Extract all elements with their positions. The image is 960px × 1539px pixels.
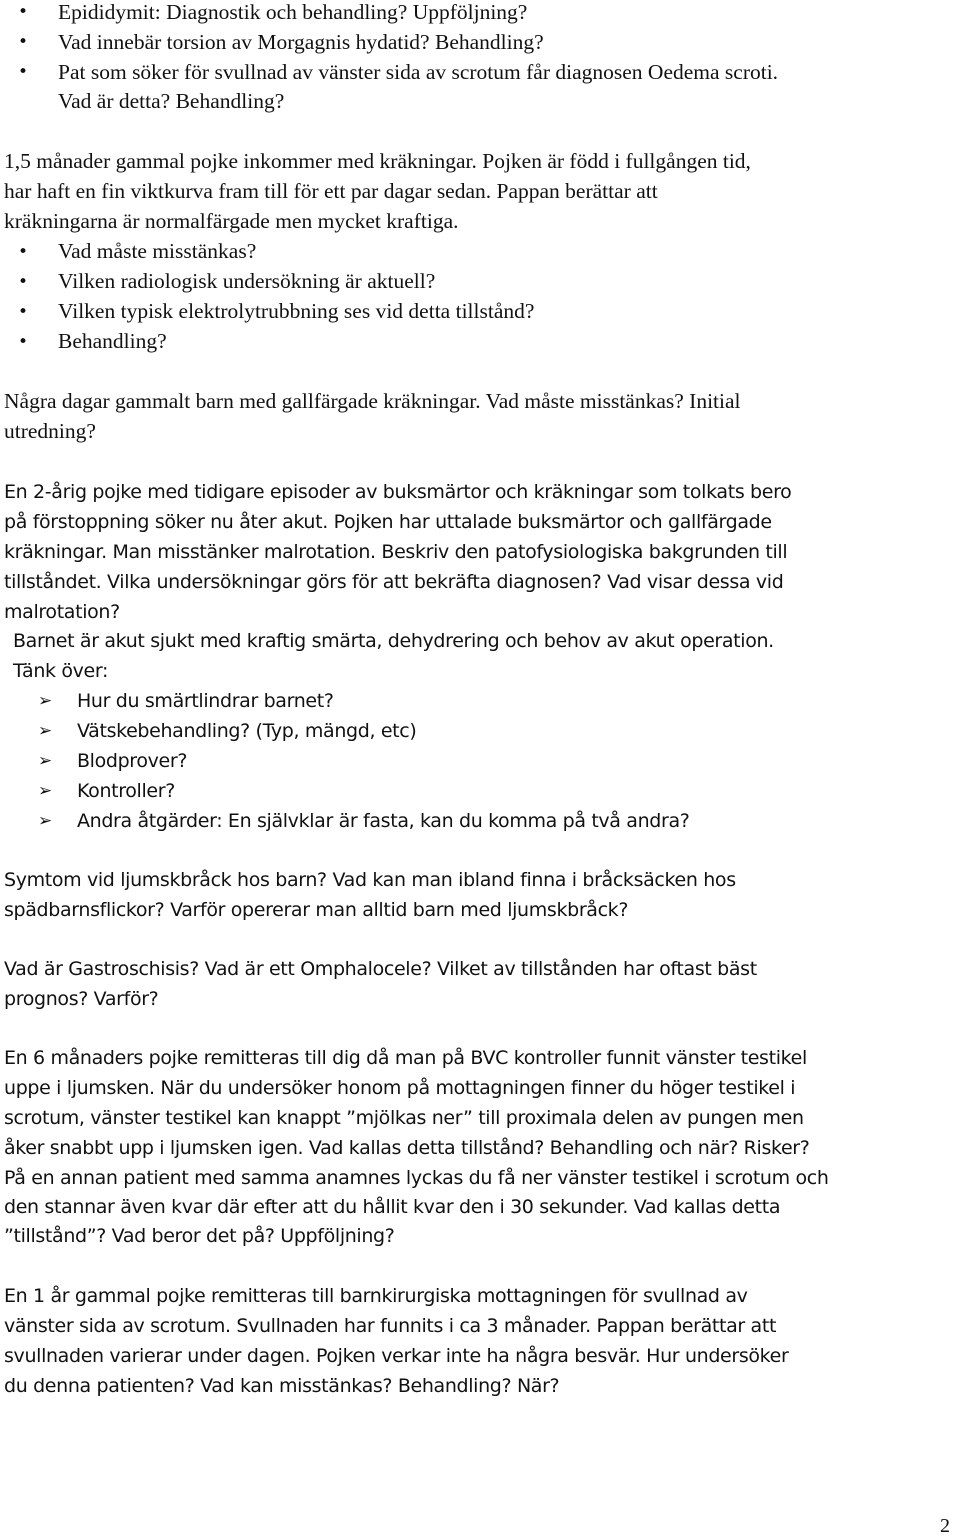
bullet-marker: • (18, 2, 29, 22)
q2-line-1: Några dagar gammalt barn med gallfärgade kräkningar. Vad måste misstänkas? Initial (4, 389, 741, 413)
q3-line-1: En 2-årig pojke med tidigare episoder av buksmärtor och kräkningar som tolkats bero (4, 481, 792, 503)
q3-arrow-3: Blodprover? (77, 750, 188, 772)
q3-line-5: malrotation? (4, 601, 120, 623)
bullet-marker: • (18, 302, 29, 322)
q4-line-2: spädbarnsflickor? Varför opererar man alltid barn med ljumskbråck? (4, 899, 629, 921)
arrow-bullet-icon: ➢ (38, 691, 53, 711)
q3-think: Tänk över: (13, 660, 109, 682)
q2-line-2: utredning? (4, 419, 96, 443)
bullet-marker: • (18, 62, 29, 82)
top-bullet-2: Vad innebär torsion av Morgagnis hydatid? Behandling? (58, 30, 544, 54)
q1-line-3: kräkningarna är normalfärgade men mycket kraftiga. (4, 209, 459, 233)
q3-line-4: tillståndet. Vilka undersökningar görs för att bekräfta diagnosen? Vad visar dessa vid (4, 571, 784, 593)
q6-line-3: scrotum, vänster testikel kan knappt ”mjölkas ner” till proximala delen av pungen men (4, 1107, 804, 1129)
arrow-bullet-icon: ➢ (38, 781, 53, 801)
arrow-bullet-icon: ➢ (38, 751, 53, 771)
top-bullet-1: Epididymit: Diagnostik och behandling? Uppföljning? (58, 0, 528, 24)
q5-line-1: Vad är Gastroschisis? Vad är ett Omphalocele? Vilket av tillstånden har oftast bäst (4, 958, 757, 980)
q7-line-4: du denna patienten? Vad kan misstänkas? Behandling? När? (4, 1375, 560, 1397)
q4-line-1: Symtom vid ljumskbråck hos barn? Vad kan man ibland finna i bråcksäcken hos (4, 869, 736, 891)
q7-line-1: En 1 år gammal pojke remitteras till barnkirurgiska mottagningen för svullnad av (4, 1285, 748, 1307)
q3-note: Barnet är akut sjukt med kraftig smärta, dehydrering och behov av akut operation. (13, 630, 774, 652)
q6-line-4: åker snabbt upp i ljumsken igen. Vad kallas detta tillstånd? Behandling och när? Risker? (4, 1137, 810, 1159)
q7-line-3: svullnaden varierar under dagen. Pojken verkar inte ha några besvär. Hur undersöker (4, 1345, 789, 1367)
q6-line-1: En 6 månaders pojke remitteras till dig då man på BVC kontroller funnit vänster testikel (4, 1047, 807, 1069)
q3-line-3: kräkningar. Man misstänker malrotation. Beskriv den patofysiologiska bakgrunden till (4, 541, 788, 563)
q1-bullet-4: Behandling? (58, 329, 167, 353)
q1-bullet-3: Vilken typisk elektrolytrubbning ses vid detta tillstånd? (58, 299, 535, 323)
q1-line-1: 1,5 månader gammal pojke inkommer med kräkningar. Pojken är född i fullgången tid, (4, 149, 751, 173)
q1-bullet-2: Vilken radiologisk undersökning är aktuell? (58, 269, 436, 293)
q3-arrow-4: Kontroller? (77, 780, 175, 802)
q1-bullet-1: Vad måste misstänkas? (58, 239, 257, 263)
q3-arrow-2: Vätskebehandling? (Typ, mängd, etc) (77, 720, 417, 742)
q6-line-5: På en annan patient med samma anamnes lyckas du få ner vänster testikel i scrotum och (4, 1167, 829, 1189)
q3-arrow-5: Andra åtgärder: En självklar är fasta, kan du komma på två andra? (77, 810, 690, 832)
page-number: 2 (940, 1515, 950, 1537)
q5-line-2: prognos? Varför? (4, 988, 159, 1010)
bullet-marker: • (18, 272, 29, 292)
bullet-marker: • (18, 332, 29, 352)
bullet-marker: • (18, 242, 29, 262)
q6-line-2: uppe i ljumsken. När du undersöker honom på mottagningen finner du höger testikel i (4, 1077, 796, 1099)
arrow-bullet-icon: ➢ (38, 811, 53, 831)
arrow-bullet-icon: ➢ (38, 721, 53, 741)
q6-line-6: den stannar även kvar där efter att du hållit kvar den i 30 sekunder. Vad kallas detta (4, 1196, 781, 1218)
bullet-marker: • (18, 32, 29, 52)
top-bullet-3: Pat som söker för svullnad av vänster sida av scrotum får diagnosen Oedema scroti. (58, 60, 779, 84)
q3-line-2: på förstoppning söker nu åter akut. Pojken har uttalade buksmärtor och gallfärgade (4, 511, 772, 533)
q3-arrow-1: Hur du smärtlindrar barnet? (77, 690, 334, 712)
q6-line-7: ”tillstånd”? Vad beror det på? Uppföljning? (4, 1225, 395, 1247)
top-bullet-3-cont: Vad är detta? Behandling? (58, 89, 285, 113)
q1-line-2: har haft en fin viktkurva fram till för ett par dagar sedan. Pappan berättar att (4, 179, 658, 203)
q7-line-2: vänster sida av scrotum. Svullnaden har funnits i ca 3 månader. Pappan berättar att (4, 1315, 777, 1337)
